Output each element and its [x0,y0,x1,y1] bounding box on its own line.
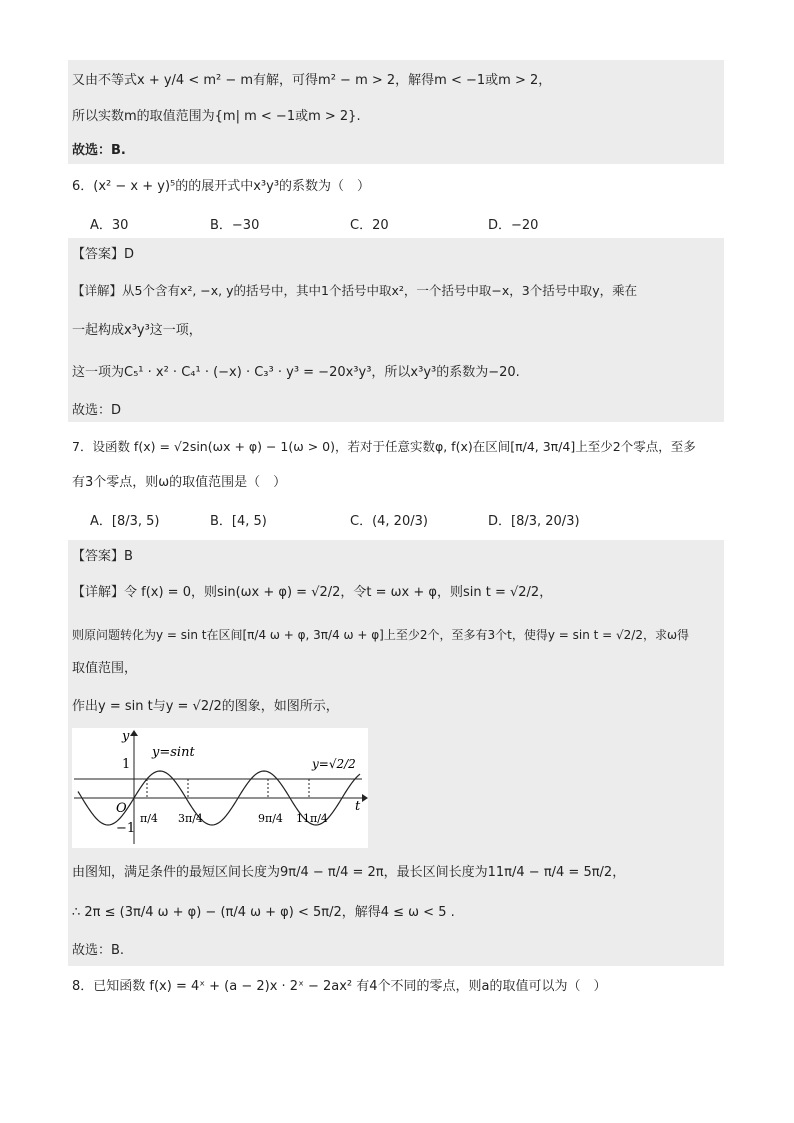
answer-label: 【答案】B [72,549,133,564]
question-8-stem: 8．已知函数 f(x) = 4ˣ + (a − 2)x · 2ˣ − 2ax² 有4个不同的零点，则a的取值可以为（ ） [72,979,607,994]
answer-choice: 故选：B. [72,143,126,158]
question-6-stem: 6．(x² − x + y)⁵的的展开式中x³y³的系数为（ ） [72,179,371,194]
option-c: C．20 [350,218,389,233]
tick-pi-4: π/4 [140,812,158,825]
option-c: C．(4, 20/3) [350,514,428,529]
option-b: B．[4, 5) [210,514,267,529]
tick-9pi-4: 9π/4 [258,812,283,825]
detail-line: ∴ 2π ≤ (3π/4 ω + φ) − (π/4 ω + φ) < 5π/2，解得4 ≤ ω < 5 . [72,905,455,920]
sine-graph [72,728,368,848]
answer-label: 【答案】D [72,247,135,262]
answer-choice: 故选：D [72,403,122,418]
tick-minus-1: −1 [116,821,136,836]
question-7-stem: 有3个零点，则ω的取值范围是（ ） [72,475,287,490]
text-line: 所以实数m的取值范围为{m| m < −1或m > 2}. [72,109,361,124]
tick-3pi-4: 3π/4 [178,812,203,825]
answer-choice: 故选：B. [72,943,125,958]
curve-label: y=sint [152,745,195,760]
question-7-stem: 7．设函数 f(x) = √2sin(ωx + φ) − 1(ω > 0)，若对于任意实数φ, f(x)在区间[π/4, 3π/4]上至少2个零点，至多 [72,439,696,454]
tick-11pi-4: 11π/4 [296,812,328,825]
option-a: A．30 [90,218,129,233]
detail-line: 取值范围， [72,661,138,676]
line-label: y=√2/2 [312,757,356,771]
origin-label: O [116,801,127,816]
option-b: B．−30 [210,218,260,233]
option-d: D．[8/3, 20/3) [488,514,580,529]
tick-1: 1 [122,757,131,772]
option-a: A．[8/3, 5) [90,514,160,529]
detail-line: 一起构成x³y³这一项， [72,323,202,338]
t-axis-label: t [355,799,361,814]
text-line: 又由不等式x + y/4 < m² − m有解，可得m² − m > 2，解得m < −1或m > 2， [72,73,552,88]
detail-line: 则原问题转化为y = sin t在区间[π/4 ω + φ, 3π/4 ω + φ]上至少2个，至多有3个t，使得y = sin t = √2/2，求ω得 [72,628,690,642]
option-d: D．−20 [488,218,539,233]
detail-line: 由图知，满足条件的最短区间长度为9π/4 − π/4 = 2π，最长区间长度为11π/4 − π/4 = 5π/2， [72,865,626,880]
detail-line: 【详解】令 f(x) = 0，则sin(ωx + φ) = √2/2，令t = ωx + φ，则sin t = √2/2， [72,585,553,600]
y-axis-label: y [122,729,130,744]
detail-line: 这一项为C₅¹ · x² · C₄¹ · (−x) · C₃³ · y³ = −20x³y³，所以x³y³的系数为−20. [72,365,520,380]
detail-line: 【详解】从5个含有x², −x, y的括号中，其中1个括号中取x²，一个括号中取−x，3个括号中取y，乘在 [72,283,638,298]
detail-line: 作出y = sin t与y = √2/2的图象，如图所示， [72,699,339,714]
